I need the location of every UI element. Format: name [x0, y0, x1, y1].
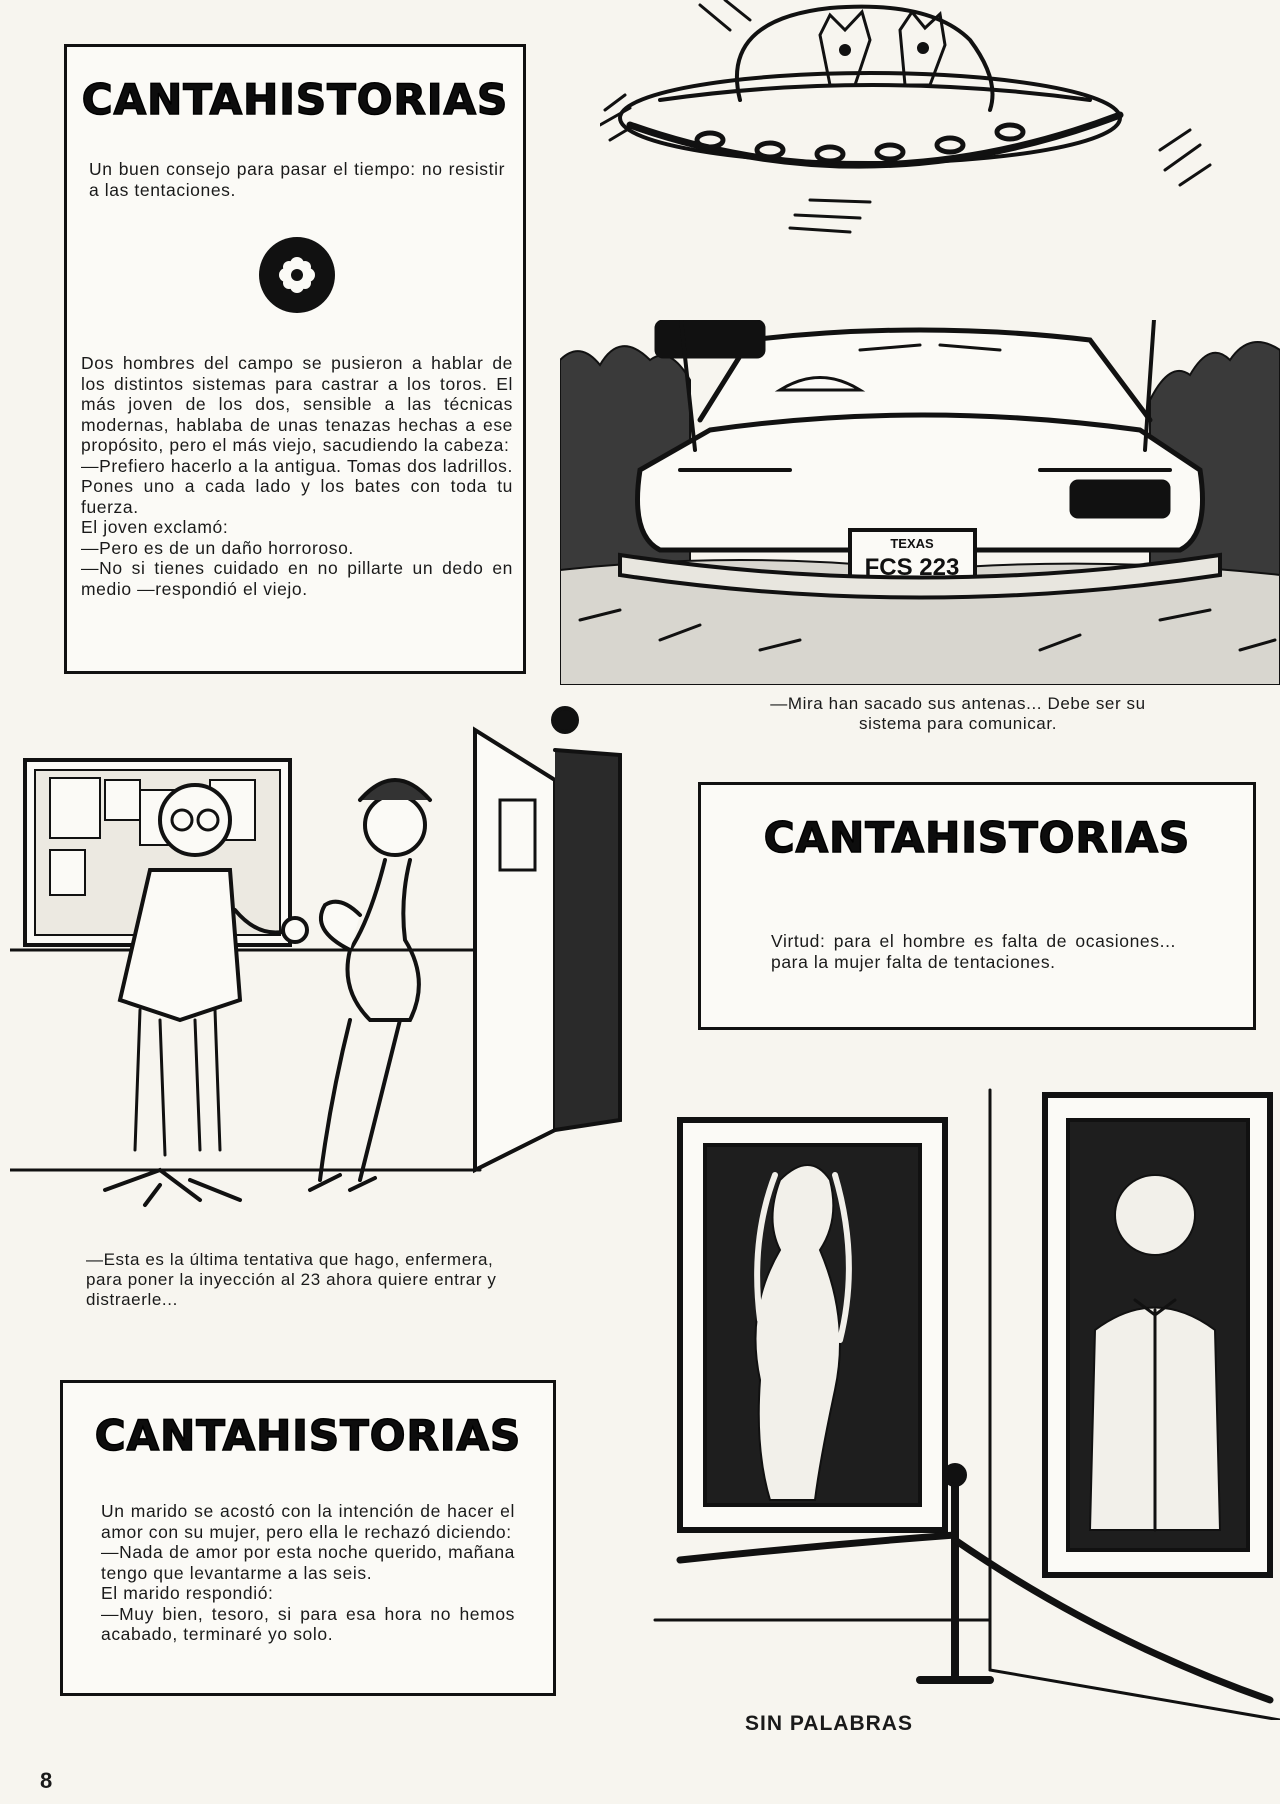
page-number: 8	[40, 1768, 53, 1793]
museum-illustration	[650, 1080, 1280, 1720]
story-paragraph: Un marido se acostó con la intención de hacer el amor con su mujer, pero ella le rechazó diciendo:	[101, 1501, 515, 1542]
license-plate-number: FCS 223	[864, 554, 960, 581]
doctor-caption: —Esta es la última tentativa que hago, enfermera, para poner la inyección al 23 ahora quiere entrar y distraerle...	[86, 1250, 497, 1309]
doctor-nurse-illustration	[10, 700, 660, 1240]
story-paragraph: —Muy bien, tesoro, si para esa hora no hemos acabado, terminaré yo solo.	[101, 1603, 515, 1644]
joke-story	[81, 353, 513, 599]
license-plate-state: TEXAS	[890, 536, 934, 551]
story-paragraph: —Pero es de un daño horroroso.	[81, 537, 354, 558]
car-caption: —Mira han sacado sus antenas... Debe ser su sistema para comunicar.	[770, 694, 1146, 733]
story-paragraph: El joven exclamó:	[81, 517, 229, 537]
story-paragraph: Dos hombres del campo se pusieron a hablar de los distintos sistemas para castrar a los toros. El más joven de los dos, sensible a las técnicas modernas, hablaba de unas tenazas hechas a ese propósito, pero el más viejo, sacudiendo la cabeza:	[81, 353, 513, 455]
section-heading: CANTAHISTORIAS	[94, 1411, 522, 1460]
section-heading: CANTAHISTORIAS	[81, 75, 509, 124]
story-paragraph: —No si tienes cuidado en no pillarte un dedo en medio —respondió el viejo.	[81, 558, 513, 599]
ufo-illustration	[600, 0, 1240, 240]
car-illustration	[560, 320, 1280, 685]
museum-caption: SIN PALABRAS	[745, 1712, 913, 1735]
joke-intro: Un buen consejo para pasar el tiempo: no resistir a las tentaciones.	[89, 159, 505, 200]
husband-story	[101, 1501, 515, 1645]
section-heading: CANTAHISTORIAS	[763, 813, 1191, 862]
story-paragraph: —Prefiero hacerlo a la antigua. Tomas dos ladrillos. Pones uno a cada lado y los bates con toda tu fuerza.	[81, 455, 513, 517]
joke-box-castration	[64, 44, 526, 674]
story-paragraph: —Nada de amor por esta noche querido, mañana tengo que levantarme a las seis.	[101, 1542, 515, 1583]
story-paragraph: El marido respondió:	[101, 1583, 274, 1603]
flower-icon	[259, 237, 335, 313]
joke-box-husband	[60, 1380, 556, 1696]
virtue-text: Virtud: para el hombre es falta de ocasiones... para la mujer falta de tentaciones.	[771, 931, 1176, 972]
joke-box-virtue	[698, 782, 1256, 1030]
